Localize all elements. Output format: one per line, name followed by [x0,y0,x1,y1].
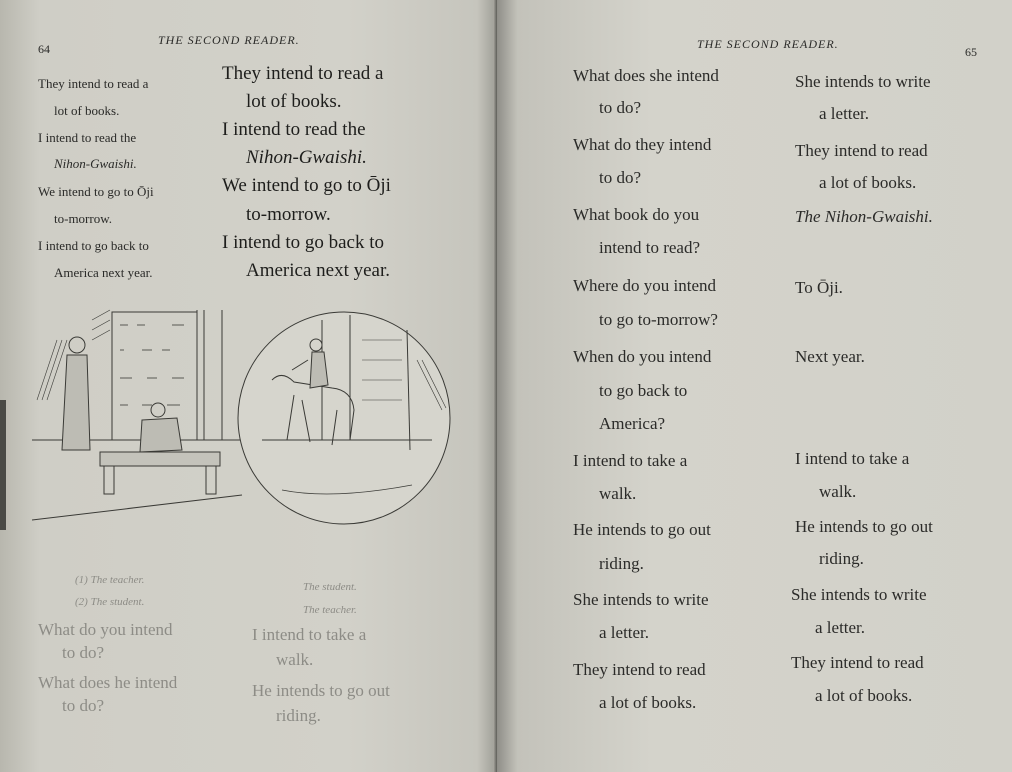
sentence-line: They intend to read [573,660,706,679]
sentence-line: He intends to go out [795,517,933,536]
sentence-line: walk. [819,482,857,501]
question-line: Where do you intend [573,276,717,295]
answer-line: riding. [276,706,321,725]
answer-line: They intend to read [795,141,928,160]
sentence-line: riding. [599,554,644,573]
script-line: I intend to go back to [38,238,149,253]
question-line: America? [599,414,666,433]
answer-line: She intends to write [795,72,931,91]
print-line: I intend to go back to [222,232,384,253]
sentence-line: They intend to read [791,653,924,672]
answer-line: He intends to go out [252,681,390,700]
script-line: They intend to read a [38,76,149,91]
role-label: (2) The student. [75,596,145,608]
page-number-left: 64 [38,42,50,56]
sentence-line: She intends to write [573,590,709,609]
question-line: to go back to [599,381,688,400]
sentence-line: She intends to write [791,585,927,604]
sentence-line: walk. [599,484,637,503]
print-line: to-morrow. [246,204,331,225]
page-edge-shadow [0,400,6,530]
page-number-right: 65 [965,45,977,59]
sentence-line: a letter. [599,623,650,642]
answer-line: Next year. [795,347,865,366]
role-label: The student. [303,581,357,593]
print-line: They intend to read a [222,63,384,84]
print-line: We intend to go to Ōji [222,175,391,196]
question-line: to do? [62,643,105,662]
role-label: The teacher. [303,604,357,616]
print-line: Nihon-Gwaishi. [246,147,367,168]
question-line: What does he intend [38,673,178,692]
question-line: to do? [599,168,642,187]
sentence-line: I intend to take a [573,451,688,470]
right-page [497,0,1012,772]
answer-line: The Nihon-Gwaishi. [795,207,933,226]
script-line: America next year. [54,265,153,280]
print-line: I intend to read the [222,119,366,140]
answer-line: To Ōji. [795,278,843,297]
answer-line: I intend to take a [252,625,367,644]
print-line: lot of books. [246,91,342,112]
answer-line: a lot of books. [819,173,917,192]
answer-line: walk. [276,650,314,669]
print-line: America next year. [246,260,391,281]
question-line: What book do you [573,205,700,224]
role-label: (1) The teacher. [75,574,145,586]
running-head-left: THE SECOND READER. [158,33,300,47]
question-line: What do they intend [573,135,712,154]
script-line: We intend to go to Ōji [38,184,154,199]
sentence-line: a letter. [815,618,866,637]
answer-line: a letter. [819,104,870,123]
question-line: What does she intend [573,66,719,85]
question-line: to go to-morrow? [599,310,718,329]
sentence-line: a lot of books. [815,686,913,705]
left-page [0,0,497,772]
question-line: to do? [599,98,642,117]
engraving-illustration [32,300,462,540]
script-line: Nihon-Gwaishi. [54,156,137,171]
sentence-line: a lot of books. [599,693,697,712]
sentence-line: riding. [819,549,864,568]
question-line: to do? [62,696,105,715]
running-head-right: THE SECOND READER. [697,37,839,51]
sentence-line: He intends to go out [573,520,711,539]
question-line: When do you intend [573,347,712,366]
script-line: I intend to read the [38,130,137,145]
sentence-line: I intend to take a [795,449,910,468]
question-line: What do you intend [38,620,173,639]
script-line: lot of books. [54,103,120,118]
question-line: intend to read? [599,238,701,257]
script-line: to-morrow. [54,211,113,226]
